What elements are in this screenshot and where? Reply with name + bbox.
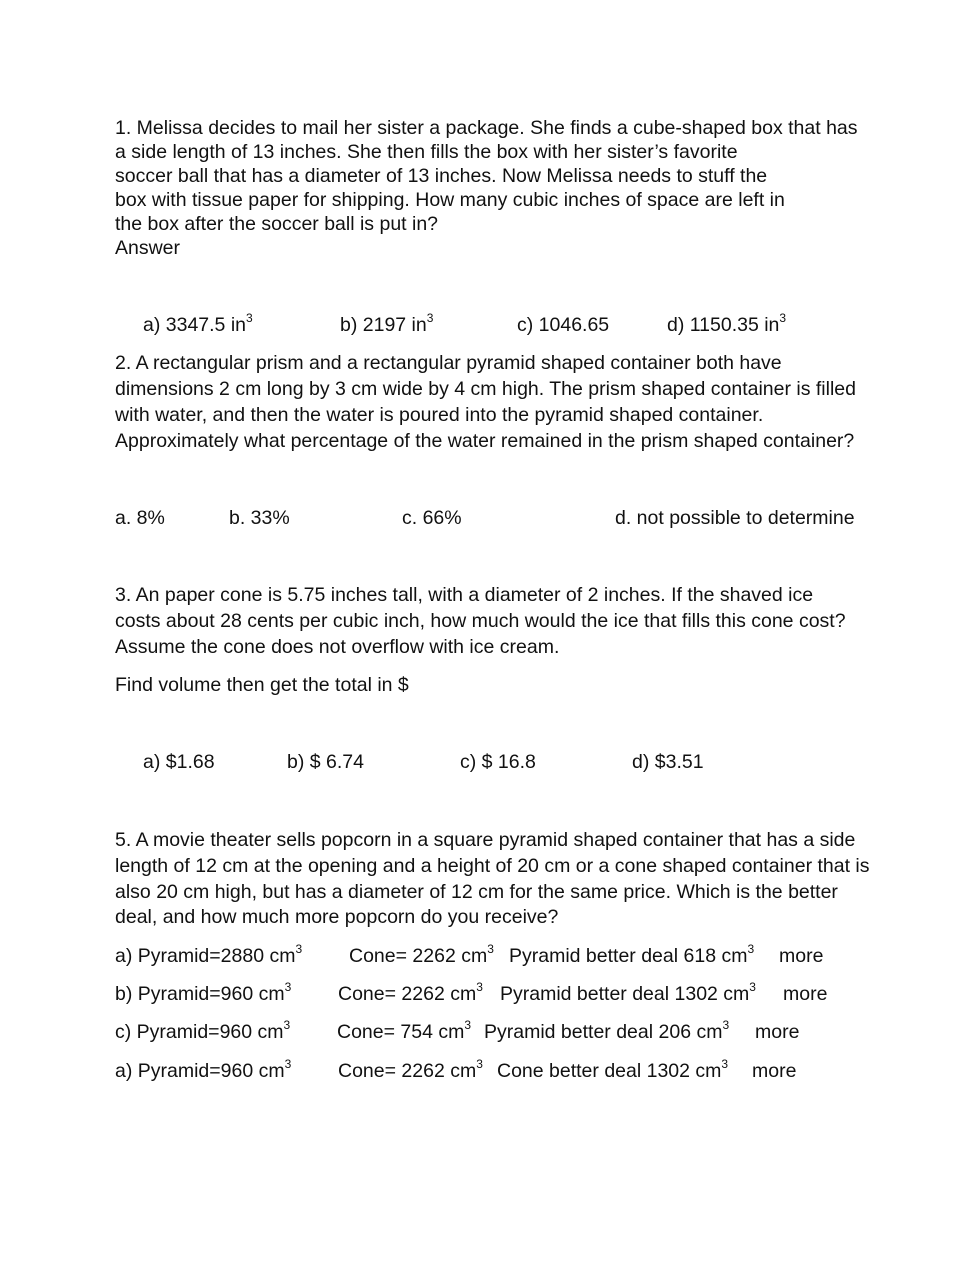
- q5-option-a-deal: Pyramid better deal 618 $cm^3$: [509, 941, 755, 967]
- q3-option-d: d) $3.51: [632, 751, 704, 773]
- q5-option-d-pyramid: a) Pyramid=960 $cm^3$: [115, 1056, 292, 1082]
- q3-line-3: Assume the cone does not overflow with ice cream.: [115, 636, 560, 658]
- q1-option-c: c) 1046.65: [517, 314, 610, 336]
- q1-line-5: the box after the soccer ball is put in?: [115, 213, 439, 235]
- q5-line-1: 5. A movie theater sells popcorn in a square pyramid shaped container that has a side: [115, 829, 856, 851]
- q5-option-d-deal: Cone better deal 1302 $cm^3$: [497, 1056, 729, 1082]
- q5-option-d-cone: Cone= 2262 $cm^3$: [338, 1056, 483, 1082]
- q1-option-a: a) 3347.5 $in^3$: [143, 310, 253, 336]
- q5-option-b-more: more: [783, 983, 828, 1005]
- q2-option-b: b. 33%: [229, 507, 290, 529]
- q1-option-d: d) 1150.35 $in^3$: [667, 310, 787, 336]
- q1-line-3: soccer ball that has a diameter of 13 inches. Now Melissa needs to stuff the: [115, 165, 768, 187]
- q5-option-c-more: more: [755, 1021, 800, 1043]
- q5-line-2: length of 12 cm at the opening and a height of 20 cm or a cone shaped container that is: [115, 855, 870, 877]
- q5-line-3: also 20 cm high, but has a diameter of 12 cm for the same price. Which is the better: [115, 881, 838, 903]
- q3-line-2: costs about 28 cents per cubic inch, how much would the ice that fills this cone cost?: [115, 610, 846, 632]
- q2-line-1: 2. A rectangular prism and a rectangular pyramid shaped container both have: [115, 352, 782, 374]
- q5-option-a-pyramid: a) Pyramid=2880 $cm^3$: [115, 941, 303, 967]
- q3-option-b: b) $ 6.74: [287, 751, 364, 773]
- q2-option-a: a. 8%: [115, 507, 165, 529]
- q5-option-a-more: more: [779, 945, 824, 967]
- q2-option-c: c. 66%: [402, 507, 462, 529]
- q2-line-3: with water, and then the water is poured into the pyramid shaped container.: [115, 404, 764, 426]
- q3-line-1: 3. An paper cone is 5.75 inches tall, with a diameter of 2 inches. If the shaved ice: [115, 584, 814, 606]
- q5-option-c-cone: Cone= 754 $cm^3$: [337, 1017, 472, 1043]
- q5-option-a-cone: Cone= 2262 $cm^3$: [349, 941, 494, 967]
- q5-option-c-pyramid: c) Pyramid=960 $cm^3$: [115, 1017, 291, 1043]
- q5-option-d-more: more: [752, 1060, 797, 1082]
- q5-option-c-deal: Pyramid better deal 206 $cm^3$: [484, 1017, 730, 1043]
- q5-option-b-pyramid: b) Pyramid=960 $cm^3$: [115, 979, 292, 1005]
- q1-line-4: box with tissue paper for shipping. How many cubic inches of space are left in: [115, 189, 785, 211]
- q5-option-b-cone: Cone= 2262 $cm^3$: [338, 979, 483, 1005]
- q3-option-c: c) $ 16.8: [460, 751, 536, 773]
- q2-line-2: dimensions 2 cm long by 3 cm wide by 4 cm high. The prism shaped container is filled: [115, 378, 856, 400]
- q1-line-1: 1. Melissa decides to mail her sister a package. She finds a cube-shaped box that has: [115, 117, 858, 139]
- q5-line-4: deal, and how much more popcorn do you receive?: [115, 906, 559, 928]
- q1-line-2: a side length of 13 inches. She then fills the box with her sister’s favorite: [115, 141, 738, 163]
- q3-option-a: a) $1.68: [143, 751, 215, 773]
- q2-line-4: Approximately what percentage of the water remained in the prism shaped container?: [115, 430, 855, 452]
- q1-answer-label: Answer: [115, 237, 181, 259]
- q2-option-d: d. not possible to determine: [615, 507, 855, 529]
- q1-option-b: b) 2197 $in^3$: [340, 310, 434, 336]
- q3-instruction: Find volume then get the total in $: [115, 674, 409, 696]
- q5-option-b-deal: Pyramid better deal 1302 $cm^3$: [500, 979, 756, 1005]
